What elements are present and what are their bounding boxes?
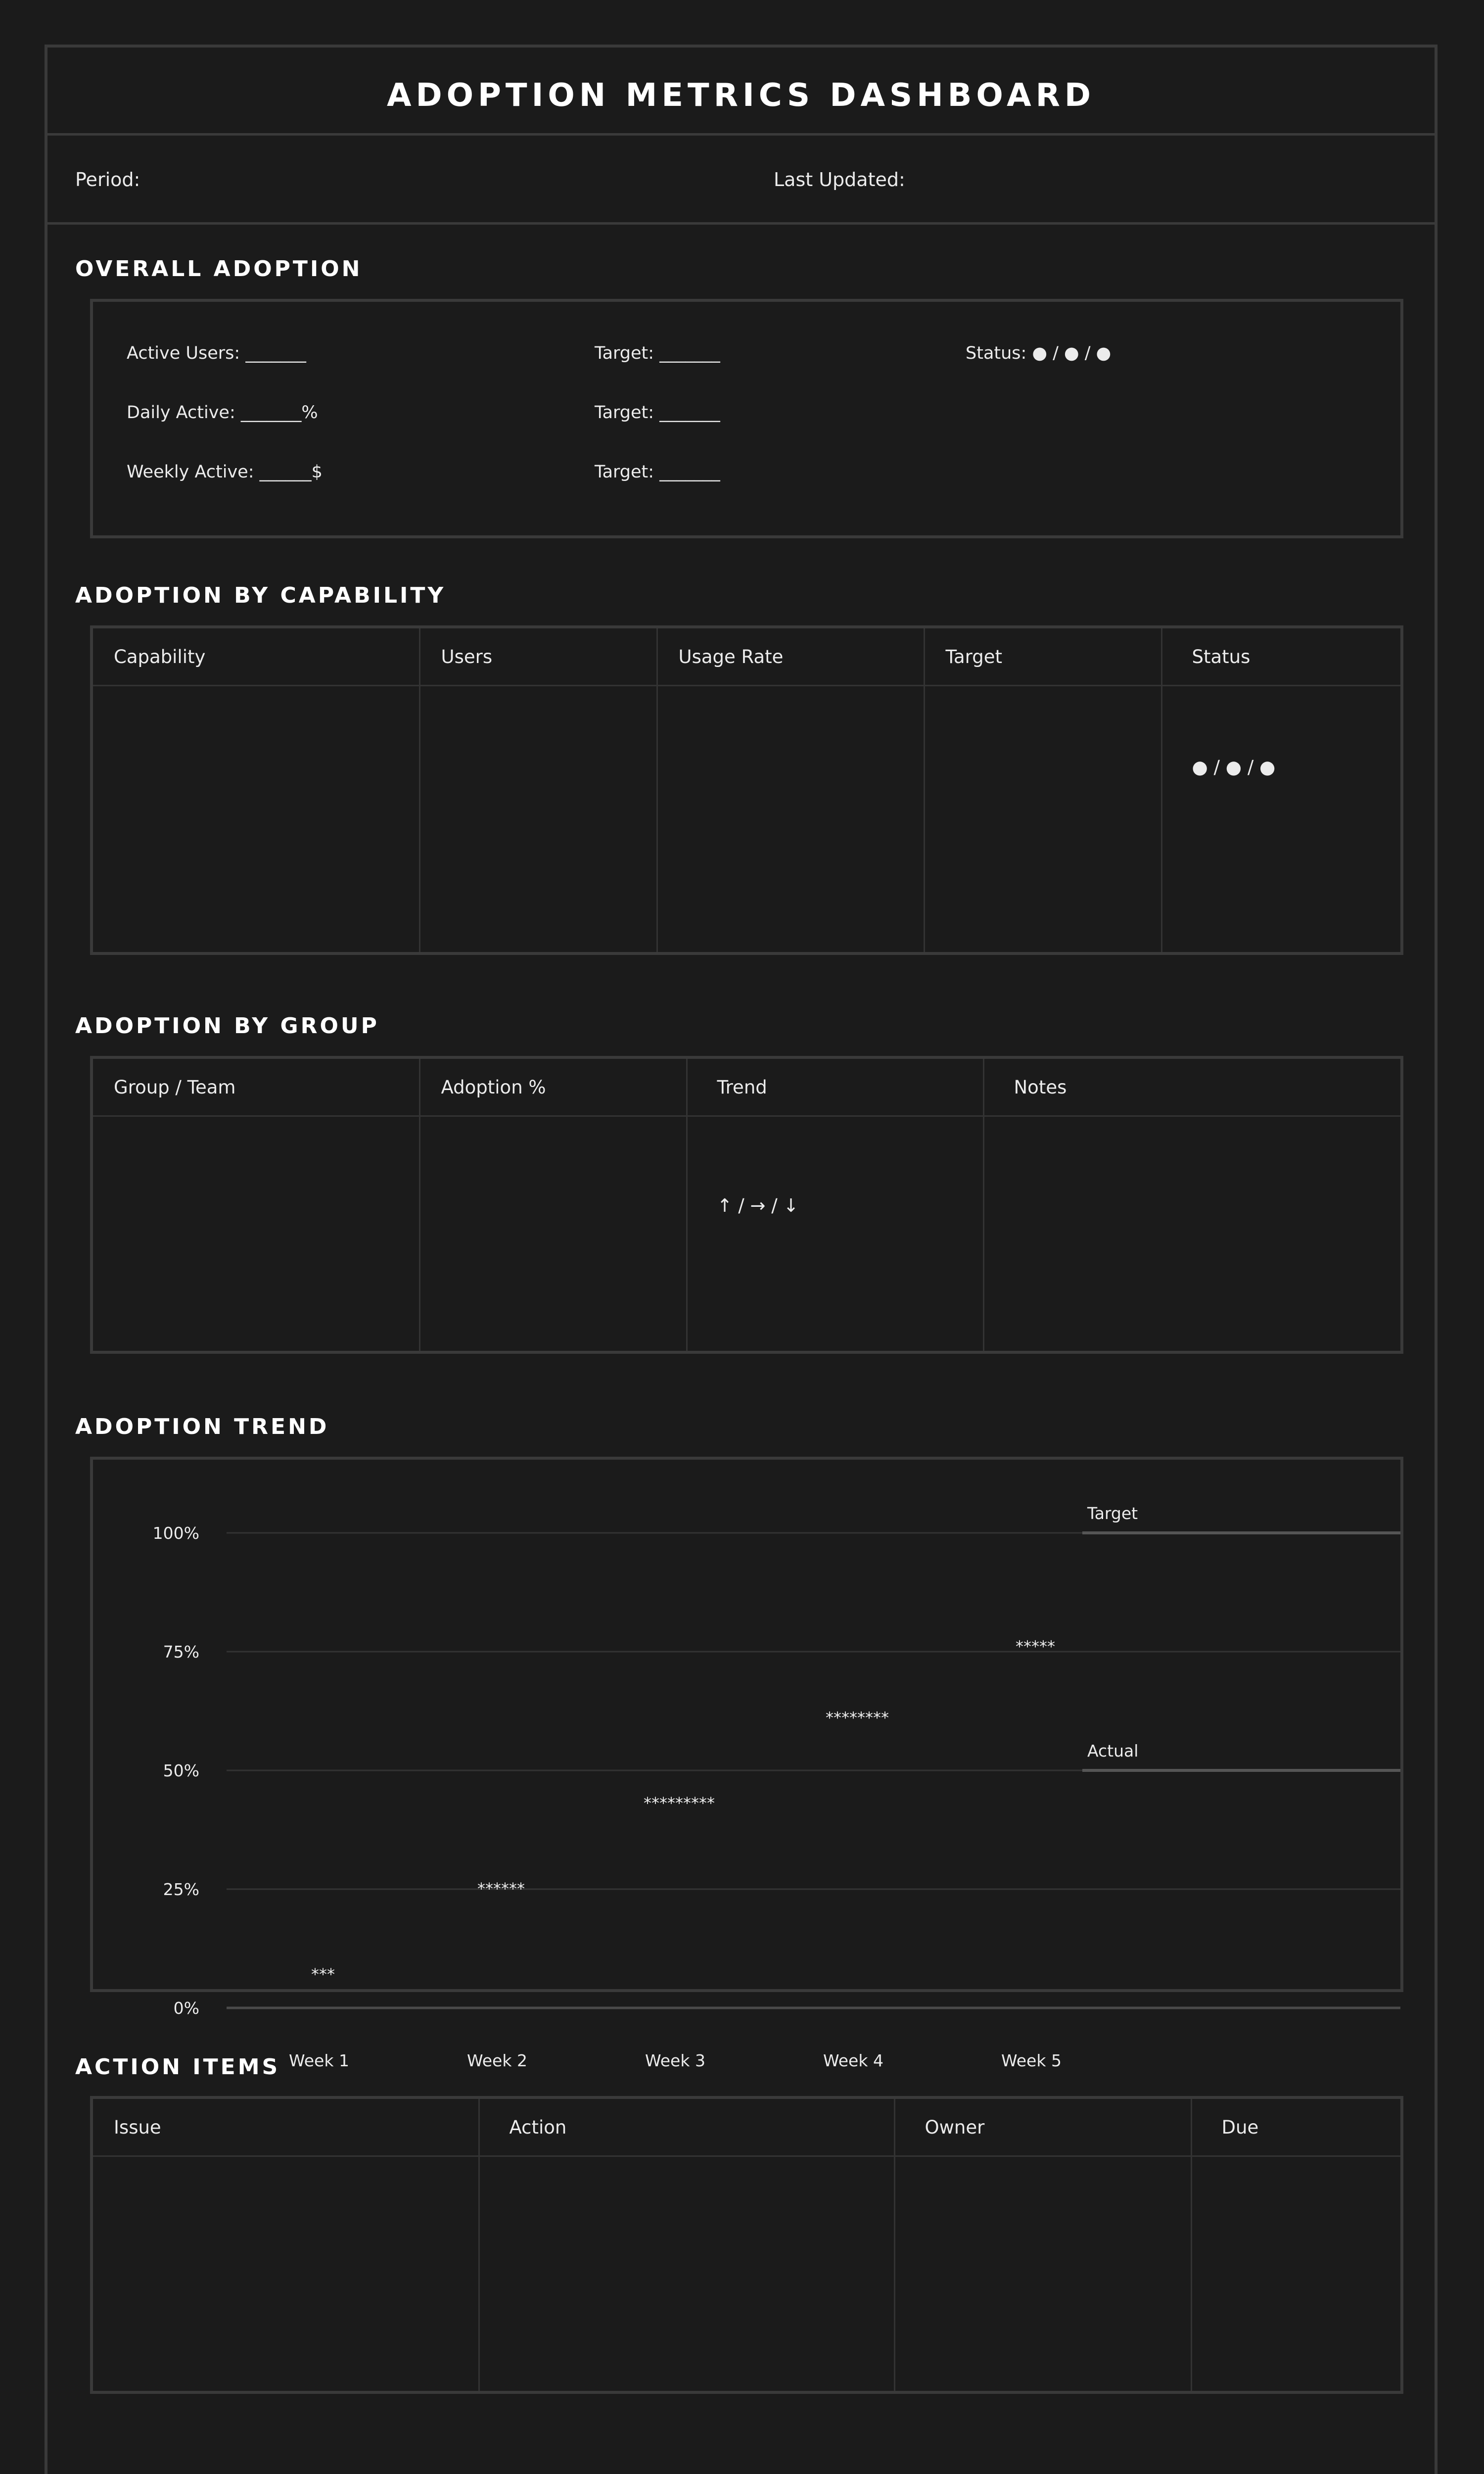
y-tick-label: 25% (163, 1880, 199, 1899)
overall-box (90, 299, 1403, 538)
period-label: Period: (75, 169, 140, 190)
table-cell[interactable] (983, 1116, 1400, 1351)
table-cell[interactable] (894, 2156, 1191, 2391)
y-tick-label: 0% (173, 1998, 199, 2018)
col-group-team: Group / Team (93, 1059, 419, 1116)
data-marker: ******** (826, 1708, 889, 1727)
col-users: Users (419, 628, 657, 686)
y-tick-label: 75% (163, 1642, 199, 1662)
col-issue: Issue (93, 2099, 479, 2156)
active-users-target: Target: _______ (595, 343, 720, 363)
data-marker: *** (311, 1964, 335, 1984)
x-tick-label: Week 3 (645, 2051, 705, 2068)
table-cell[interactable] (657, 686, 924, 952)
table-cell[interactable] (419, 686, 657, 952)
table-cell[interactable] (1191, 2156, 1400, 2391)
active-users-field: Active Users: _______ (127, 343, 306, 363)
overall-heading: OVERALL ADOPTION (75, 256, 363, 282)
table-cell[interactable] (419, 1116, 687, 1351)
dashboard-frame (45, 45, 1438, 2474)
table-cell[interactable] (93, 1116, 419, 1351)
y-tick-label: 100% (152, 1523, 199, 1543)
weekly-active-field: Weekly Active: ______$ (127, 462, 323, 482)
col-capability: Capability (93, 628, 419, 686)
data-marker: ********* (644, 1794, 715, 1813)
x-tick-label: Week 4 (823, 2051, 883, 2068)
y-tick-label: 50% (163, 1761, 199, 1780)
adoption-trend-chart (93, 1460, 1400, 2068)
table-row (93, 2156, 1400, 2391)
table-cell[interactable] (924, 686, 1161, 952)
col-target: Target (924, 628, 1161, 686)
table-cell[interactable] (479, 2156, 894, 2391)
col-trend: Trend (687, 1059, 983, 1116)
daily-active-target: Target: _______ (595, 403, 720, 423)
capability-heading: ADOPTION BY CAPABILITY (75, 583, 446, 608)
col-action: Action (479, 2099, 894, 2156)
x-tick-label: Week 2 (467, 2051, 527, 2068)
actions-heading: ACTION ITEMS (75, 2054, 280, 2080)
divider (47, 133, 1435, 136)
series-label-target: Target (1087, 1504, 1138, 1523)
status-placeholder: ● / ● / ● (1192, 757, 1276, 778)
trend-placeholder: ↑ / → / ↓ (687, 1116, 983, 1351)
table-cell[interactable] (93, 686, 419, 952)
col-usage-rate: Usage Rate (657, 628, 924, 686)
col-due: Due (1191, 2099, 1400, 2156)
trend-heading: ADOPTION TREND (75, 1414, 329, 1439)
capability-table (90, 625, 1403, 955)
data-marker: ****** (477, 1879, 525, 1898)
group-table (90, 1056, 1403, 1354)
daily-active-field: Daily Active: _______% (127, 403, 318, 423)
overall-status: Status: ● / ● / ● (966, 343, 1112, 363)
col-notes: Notes (983, 1059, 1400, 1116)
col-owner: Owner (894, 2099, 1191, 2156)
weekly-active-target: Target: _______ (595, 462, 720, 482)
group-heading: ADOPTION BY GROUP (75, 1013, 379, 1039)
table-row (93, 1116, 1400, 1351)
last-updated-label: Last Updated: (774, 169, 905, 190)
x-tick-label: Week 1 (289, 2051, 349, 2068)
divider (47, 222, 1435, 225)
table-row (93, 686, 1400, 952)
page-title: ADOPTION METRICS DASHBOARD (386, 77, 1096, 114)
data-marker: ***** (1016, 1637, 1055, 1656)
col-adoption-pct: Adoption % (419, 1059, 687, 1116)
col-status: Status (1161, 628, 1400, 686)
table-cell[interactable] (93, 2156, 479, 2391)
actions-table (90, 2096, 1403, 2394)
series-label-actual: Actual (1087, 1741, 1139, 1760)
x-tick-label: Week 5 (1001, 2051, 1062, 2068)
